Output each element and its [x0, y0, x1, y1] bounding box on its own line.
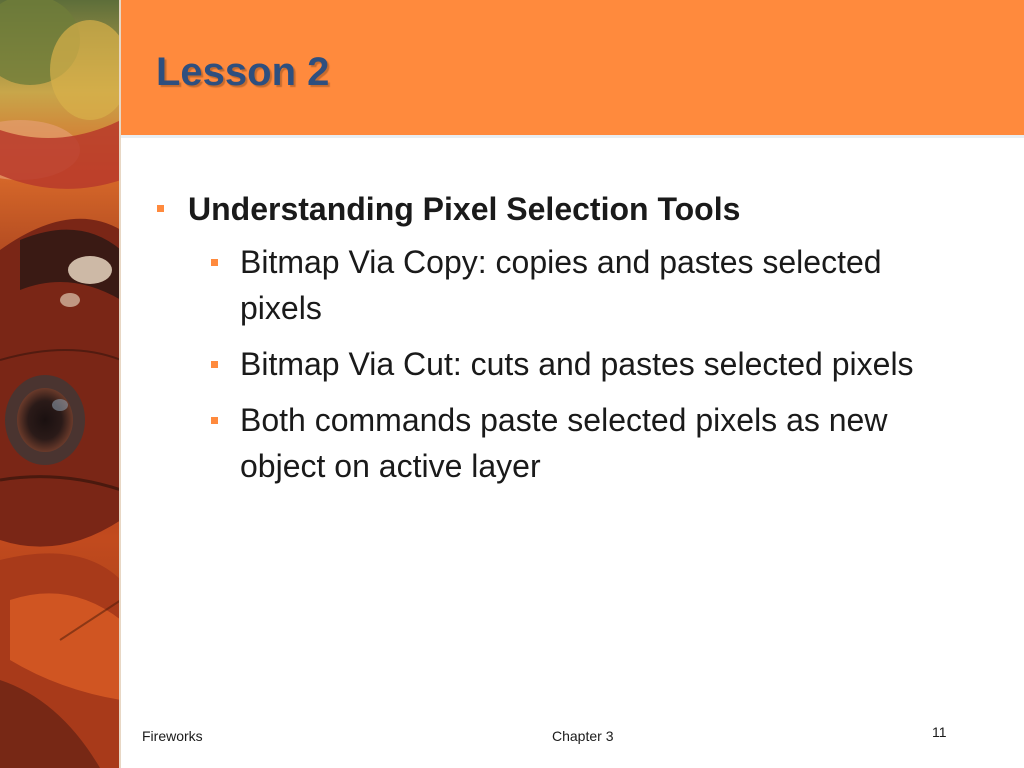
footer-chapter-text: Chapter 3 [552, 728, 614, 744]
butterfly-photo-strip [0, 0, 121, 768]
square-bullet-icon [211, 361, 218, 368]
sub-bullet-text: Bitmap Via Copy: copies and pastes selected pixels [240, 244, 882, 326]
slide-content [150, 185, 970, 499]
square-bullet-icon [211, 417, 218, 424]
slide-number: 11 [932, 724, 947, 740]
butterfly-leaves-image [0, 0, 121, 768]
title-rule [121, 135, 1024, 138]
sub-bullet-text: Both commands paste selected pixels as new object on active layer [240, 402, 888, 484]
bullet-level-2 [202, 341, 950, 387]
bullet-level-2 [202, 239, 950, 331]
square-bullet-icon [157, 205, 164, 212]
bullet-level-2 [202, 397, 950, 489]
bullet-text: Understanding Pixel Selection Tools [188, 191, 741, 227]
slide-title: Lesson 2 [156, 50, 330, 94]
footer-left-text: Fireworks [142, 728, 203, 744]
bullet-level-1 [150, 185, 970, 233]
square-bullet-icon [211, 259, 218, 266]
sub-bullet-text: Bitmap Via Cut: cuts and pastes selected pixels [240, 346, 914, 382]
sub-bullet-list [150, 239, 970, 489]
